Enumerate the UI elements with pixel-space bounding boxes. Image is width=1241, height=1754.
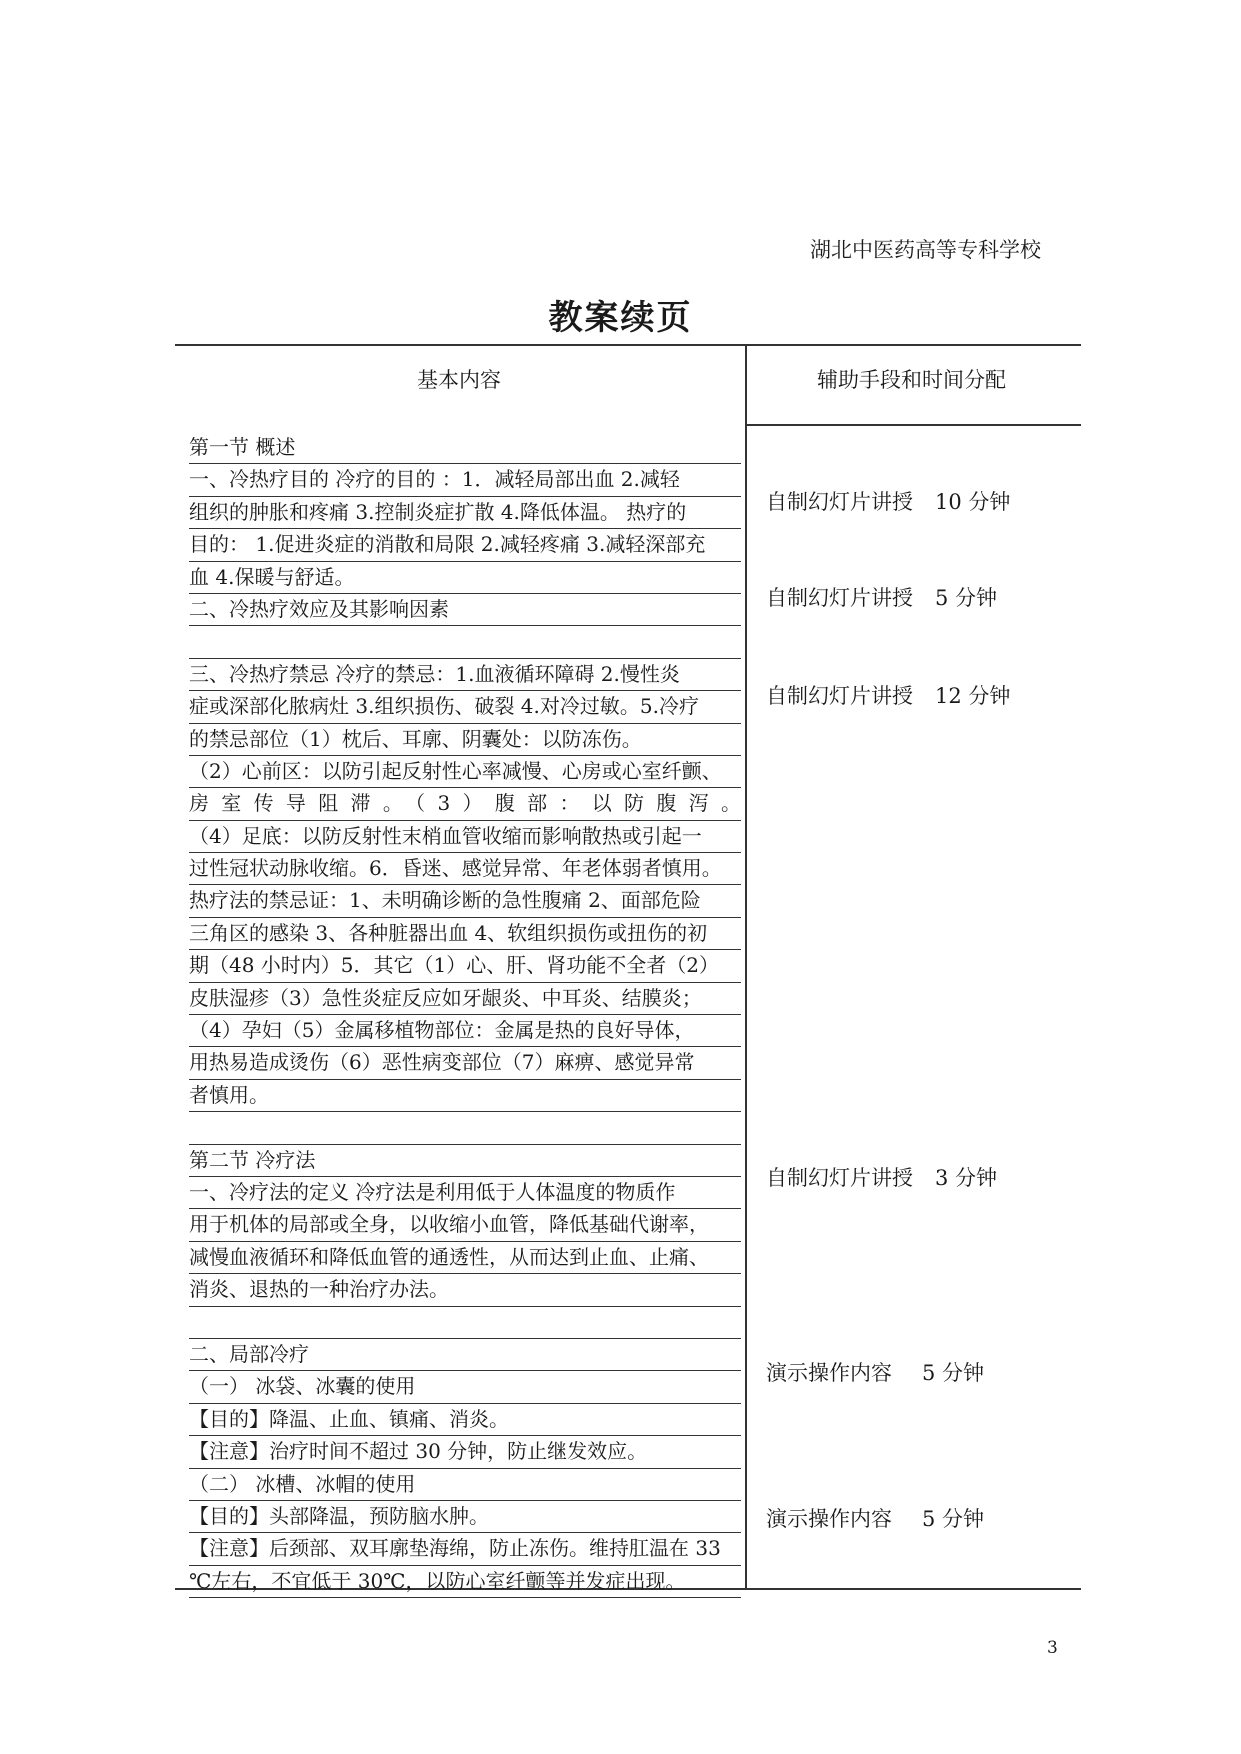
content-line: （2）心前区：以防引起反射性心率减慢、心房或心室纤颤、 bbox=[189, 756, 741, 788]
content-line: 皮肤湿疹（3）急性炎症反应如牙龈炎、中耳炎、结膜炎； bbox=[189, 983, 741, 1015]
content-line: 二、冷热疗效应及其影响因素 bbox=[189, 594, 741, 626]
content-line: 目的： 1.促进炎症的消散和局限 2.减轻疼痛 3.减轻深部充 bbox=[189, 529, 741, 561]
school-name: 湖北中医药高等专科学校 bbox=[810, 238, 1041, 262]
content-line: 三、冷热疗禁忌 冷疗的禁忌：1.血液循环障碍 2.慢性炎 bbox=[189, 659, 741, 691]
content-line: ℃左右，不宜低于 30℃，以防心室纤颤等并发症出现。 bbox=[189, 1566, 741, 1598]
time-allocation: 10 分钟 bbox=[935, 490, 1011, 514]
table-column-divider bbox=[745, 344, 747, 1589]
content-line bbox=[189, 1307, 741, 1339]
time-allocation: 5 分钟 bbox=[922, 1361, 985, 1385]
time-allocation: 3 分钟 bbox=[935, 1166, 998, 1190]
content-line: 第二节 冷疗法 bbox=[189, 1145, 741, 1177]
content-lines bbox=[189, 432, 741, 1598]
content-line: （4）孕妇（5）金属移植物部位：金属是热的良好导体， bbox=[189, 1015, 741, 1047]
content-line: 二、局部冷疗 bbox=[189, 1339, 741, 1371]
page-title: 教案续页 bbox=[548, 298, 693, 338]
right-item bbox=[766, 486, 1010, 516]
content-line: 症或深部化脓病灶 3.组织损伤、破裂 4.对冷过敏。5.冷疗 bbox=[189, 691, 741, 723]
content-line: 一、冷热疗目的 冷疗的目的 ：1．减轻局部出血 2.减轻 bbox=[189, 464, 741, 496]
content-line: 三角区的感染 3、各种脏器出血 4、软组织损伤或扭伤的初 bbox=[189, 918, 741, 950]
content-line: （二） 冰槽、冰帽的使用 bbox=[189, 1469, 741, 1501]
content-line: 者慎用。 bbox=[189, 1080, 741, 1112]
teaching-method: 演示操作内容 bbox=[766, 1507, 892, 1531]
content-line bbox=[189, 626, 741, 658]
right-item bbox=[766, 582, 997, 612]
content-line: 血 4.保暖与舒适。 bbox=[189, 562, 741, 594]
content-line: 一、冷疗法的定义 冷疗法是利用低于人体温度的物质作 bbox=[189, 1177, 741, 1209]
content-line: 【目的】降温、止血、镇痛、消炎。 bbox=[189, 1404, 741, 1436]
right-item bbox=[766, 1162, 997, 1192]
right-item bbox=[766, 680, 1010, 710]
right-item bbox=[766, 1357, 984, 1387]
teaching-method: 演示操作内容 bbox=[766, 1361, 892, 1385]
teaching-method: 自制幻灯片讲授 bbox=[766, 490, 913, 514]
content-line: 期（48 小时内）5．其它（1）心、肝、肾功能不全者（2） bbox=[189, 950, 741, 982]
content-line: 组织的肿胀和疼痛 3.控制炎症扩散 4.降低体温。 热疗的 bbox=[189, 497, 741, 529]
left-column-header: 基本内容 bbox=[417, 368, 501, 392]
content-line: 房室传导阻滞。（3）腹部：以防腹泻。 bbox=[189, 788, 741, 820]
content-line: （一） 冰袋、冰囊的使用 bbox=[189, 1371, 741, 1403]
content-line: 【注意】治疗时间不超过 30 分钟，防止继发效应。 bbox=[189, 1436, 741, 1468]
content-line bbox=[189, 1112, 741, 1144]
teaching-method: 自制幻灯片讲授 bbox=[766, 1166, 913, 1190]
teaching-method: 自制幻灯片讲授 bbox=[766, 586, 913, 610]
right-item bbox=[766, 1503, 984, 1533]
content-line: 【目的】头部降温，预防脑水肿。 bbox=[189, 1501, 741, 1533]
time-allocation: 5 分钟 bbox=[922, 1507, 985, 1531]
content-line: 第一节 概述 bbox=[189, 432, 741, 464]
right-column-header: 辅助手段和时间分配 bbox=[817, 368, 1006, 392]
teaching-method: 自制幻灯片讲授 bbox=[766, 684, 913, 708]
content-line: 减慢血液循环和降低血管的通透性，从而达到止血、止痛、 bbox=[189, 1242, 741, 1274]
content-line: 用于机体的局部或全身，以收缩小血管，降低基础代谢率， bbox=[189, 1209, 741, 1241]
content-line: 过性冠状动脉收缩。6．昏迷、感觉异常、年老体弱者慎用。 bbox=[189, 853, 741, 885]
content-line: 的禁忌部位（1）枕后、耳廓、阴囊处：以防冻伤。 bbox=[189, 724, 741, 756]
page-number: 3 bbox=[1047, 1638, 1058, 1658]
time-allocation: 12 分钟 bbox=[935, 684, 1011, 708]
table-top-border bbox=[175, 344, 1081, 346]
table-header-divider bbox=[745, 424, 1081, 426]
content-line: 热疗法的禁忌证：1、未明确诊断的急性腹痛 2、面部危险 bbox=[189, 885, 741, 917]
content-line: 消炎、退热的一种治疗办法。 bbox=[189, 1274, 741, 1306]
time-allocation: 5 分钟 bbox=[935, 586, 998, 610]
content-line: 用热易造成烫伤（6）恶性病变部位（7）麻痹、感觉异常 bbox=[189, 1047, 741, 1079]
content-line: （4）足底：以防反射性末梢血管收缩而影响散热或引起一 bbox=[189, 821, 741, 853]
content-line: 【注意】后颈部、双耳廓垫海绵，防止冻伤。维持肛温在 33 bbox=[189, 1533, 741, 1565]
